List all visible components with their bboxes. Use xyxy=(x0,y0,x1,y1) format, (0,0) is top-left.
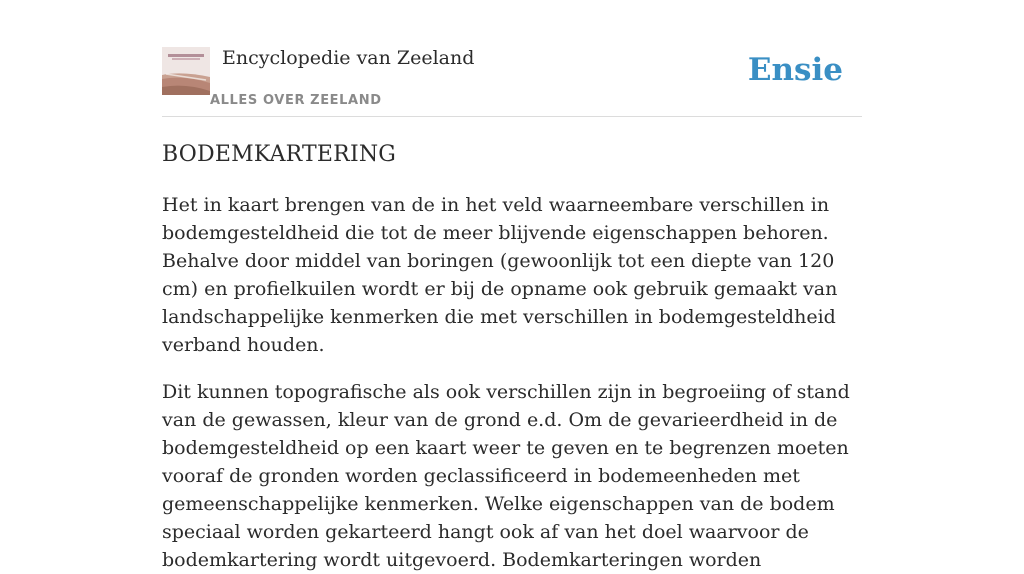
site-logo-avatar[interactable] xyxy=(162,47,210,95)
site-subtitle: ALLES OVER ZEELAND xyxy=(210,93,382,108)
site-logo-image xyxy=(162,47,210,95)
site-title[interactable]: Encyclopedie van Zeeland xyxy=(222,47,475,69)
site-header xyxy=(162,44,862,117)
article xyxy=(162,140,862,574)
article-paragraph: Dit kunnen topografische als ook verschillen zijn in begroeiing of stand van de gewassen, kleur van de grond e.d. Om de gevarieerdheid in de bodemgesteldheid op een kaart weer te geven en te begrenzen moeten vooraf de gronden worden geclassificeerd in bodemeenheden met gemeenschappelijke kenmerken. Welke eigenschappen van de bodem speciaal worden gekarteerd hangt ook af van het doel waarvoor de bodemkartering wordt uitgevoerd. Bodemkarteringen worden xyxy=(162,381,850,571)
article-paragraph: Het in kaart brengen van de in het veld waarneembare verschillen in bodemgesteldheid die tot de meer blijvende eigenschappen behoren. Behalve door middel van boringen (gewoonlijk tot een diepte van 120 cm) en profielkuilen wordt er bij de opname ook gebruik gemaakt van landschappelijke kenmerken die met verschillen in bodemgesteldheid verband houden. xyxy=(162,194,838,356)
article-title: BODEMKARTERING xyxy=(162,142,397,167)
brand-logo[interactable]: Ensie xyxy=(747,52,843,88)
